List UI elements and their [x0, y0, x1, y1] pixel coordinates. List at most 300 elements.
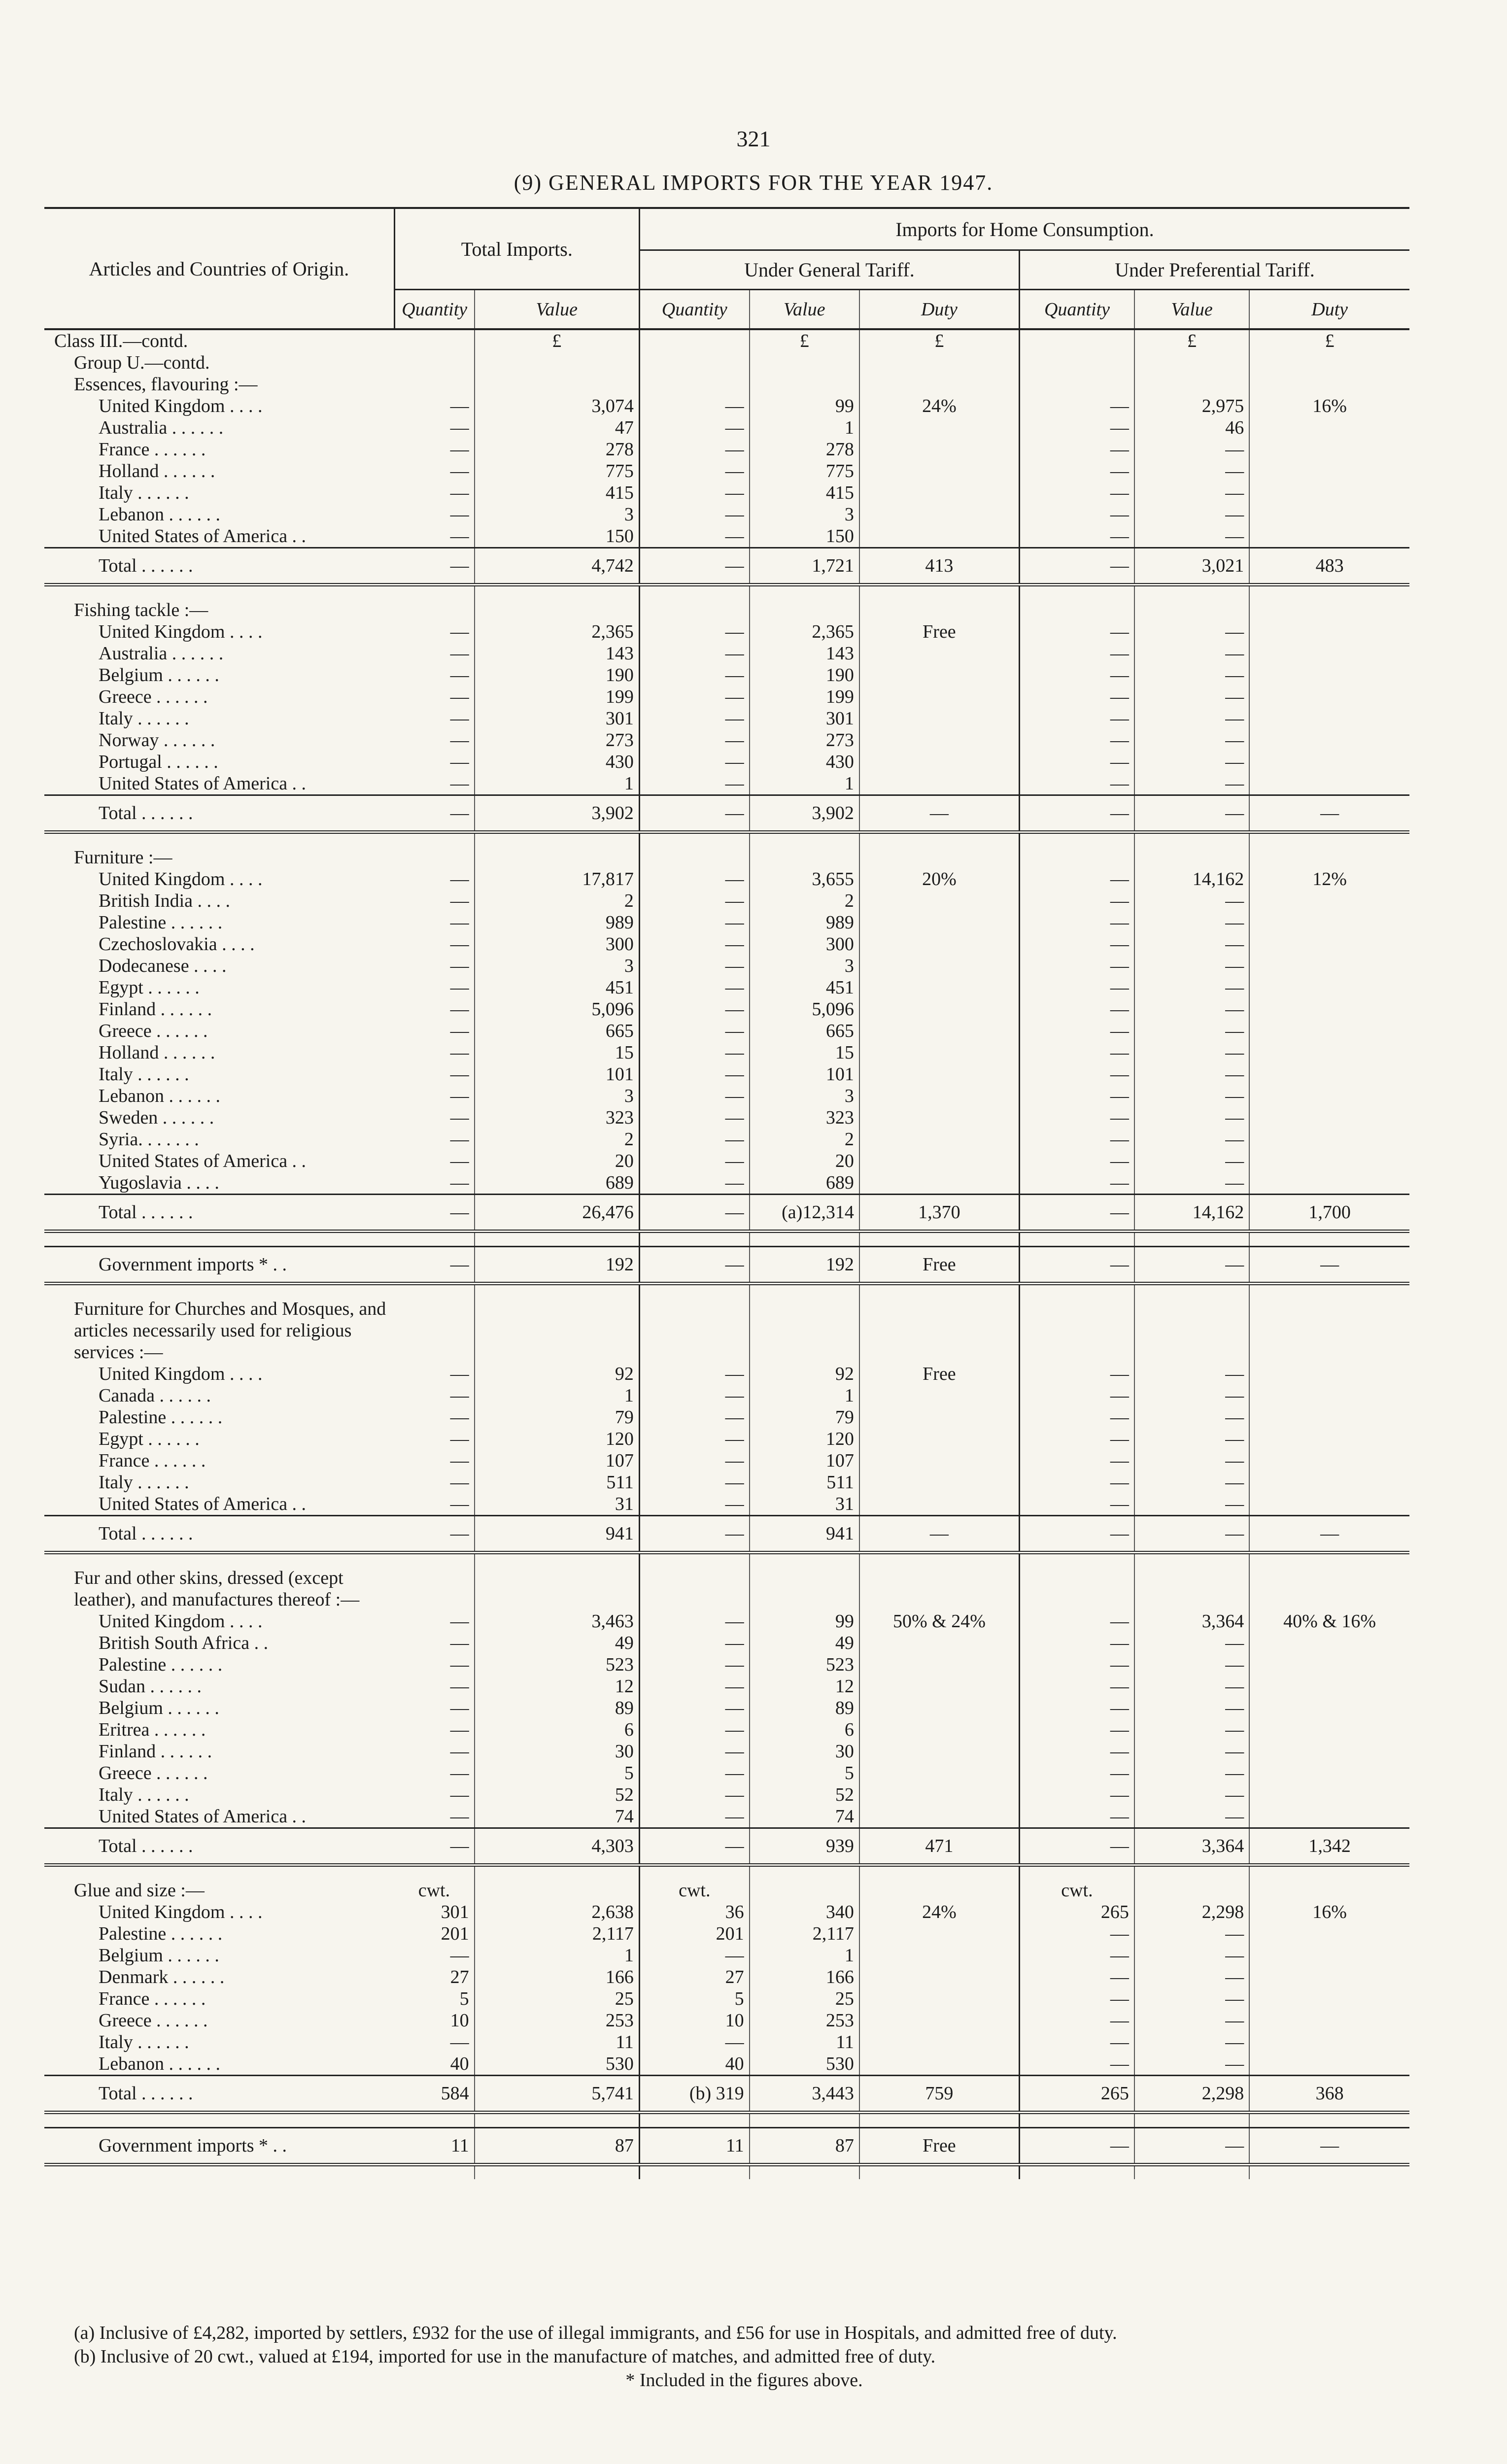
general-value: 143 — [750, 643, 859, 664]
total-quantity: — — [394, 1042, 474, 1063]
total-quantity: — — [394, 1085, 474, 1107]
general-quantity: — — [639, 1828, 749, 1865]
row-label: Greece . . . . . . — [99, 1021, 208, 1041]
row-label: Government imports * . . — [44, 1247, 394, 1284]
total-value: 199 — [475, 686, 640, 708]
general-quantity: — — [639, 773, 749, 795]
pref-value: 3,021 — [1134, 548, 1249, 585]
row-label: Total . . . . . . — [44, 795, 394, 832]
total-quantity: — — [394, 1610, 474, 1632]
pref-quantity: — — [1020, 1150, 1134, 1172]
general-duty — [859, 2031, 1020, 2053]
general-value: 11 — [750, 2031, 859, 2053]
total-value: 1 — [475, 773, 640, 795]
total-quantity: — — [394, 504, 474, 525]
pref-quantity: — — [1020, 1406, 1134, 1428]
table-row — [44, 643, 1409, 664]
pref-duty: 40% & 16% — [1283, 1611, 1376, 1632]
general-duty — [859, 1063, 1020, 1085]
pref-duty — [1249, 890, 1409, 912]
general-quantity: — — [639, 890, 749, 912]
general-value: 5,096 — [750, 998, 859, 1020]
pref-quantity: — — [1020, 1107, 1134, 1129]
row-label: Government imports * . . — [44, 2128, 394, 2165]
general-quantity: — — [639, 1042, 749, 1063]
spacer-cell — [394, 2113, 474, 2128]
spacer-cell — [1020, 1284, 1134, 1299]
header-preferential-tariff: Under Preferential Tariff. — [1020, 250, 1409, 290]
row-label: Furniture for Churches and Mosques, and articles necessarily used for religious services :— — [74, 1299, 386, 1363]
total-row — [44, 1828, 1409, 1865]
general-duty — [859, 352, 1020, 374]
row-label: Palestine . . . . . . — [99, 912, 223, 933]
total-quantity: — — [394, 1172, 474, 1195]
total-value — [475, 374, 640, 395]
pref-duty — [1249, 1150, 1409, 1172]
total-quantity: — — [394, 977, 474, 998]
general-duty: — — [859, 1516, 1020, 1553]
general-duty — [859, 1741, 1020, 1762]
spacer-cell — [44, 1284, 394, 1299]
spacer-cell — [750, 2113, 859, 2128]
pref-duty — [1249, 1945, 1409, 1966]
spacer-row — [44, 1284, 1409, 1299]
pref-duty: 483 — [1249, 548, 1409, 585]
spacer-cell — [1249, 1553, 1409, 1568]
table-row — [44, 729, 1409, 751]
pref-value: — — [1134, 1719, 1249, 1741]
total-quantity: — — [394, 729, 474, 751]
total-value: 192 — [475, 1247, 640, 1284]
general-value: 340 — [750, 1901, 859, 1923]
pref-duty — [1249, 977, 1409, 998]
total-value — [475, 1880, 640, 1901]
general-duty — [859, 417, 1020, 439]
pref-value: — — [1134, 621, 1249, 643]
general-quantity — [639, 1567, 749, 1610]
row-label: United Kingdom . . . . — [99, 869, 263, 890]
general-quantity: — — [639, 1063, 749, 1085]
table-row — [44, 1063, 1409, 1085]
row-label: Sweden . . . . . . — [99, 1107, 214, 1128]
pref-duty — [1249, 1762, 1409, 1784]
row-label: Italy . . . . . . — [99, 1784, 189, 1805]
table-body — [44, 329, 1409, 2179]
row-label: Egypt . . . . . . — [99, 1429, 200, 1449]
pref-value: — — [1134, 1516, 1249, 1553]
header-quantity: Quantity — [394, 290, 474, 330]
table-row — [44, 1428, 1409, 1450]
total-value — [475, 352, 640, 374]
pref-value: 2,975 — [1134, 395, 1249, 417]
general-value: 99 — [750, 395, 859, 417]
general-duty — [859, 525, 1020, 548]
general-duty — [859, 933, 1020, 955]
total-quantity: — — [394, 1472, 474, 1493]
general-duty: — — [859, 795, 1020, 832]
general-quantity — [639, 599, 749, 621]
general-duty — [859, 482, 1020, 504]
general-value: 300 — [750, 933, 859, 955]
pref-duty — [1249, 955, 1409, 977]
row-label: Portugal . . . . . . — [99, 752, 218, 772]
pref-duty — [1249, 1567, 1409, 1610]
row-label: Dodecanese . . . . — [99, 956, 227, 976]
pref-quantity: — — [1020, 1697, 1134, 1719]
pref-value: — — [1134, 1363, 1249, 1385]
general-quantity — [639, 847, 749, 868]
total-row — [44, 1247, 1409, 1284]
general-quantity: — — [639, 1945, 749, 1966]
table-row — [44, 1385, 1409, 1406]
total-quantity: — — [394, 1516, 474, 1553]
total-value: 26,476 — [475, 1195, 640, 1232]
pref-quantity: — — [1020, 2128, 1134, 2165]
row-label: Finland . . . . . . — [99, 999, 212, 1020]
spacer-cell — [44, 1232, 394, 1247]
pref-value: — — [1134, 1741, 1249, 1762]
total-value: 300 — [475, 933, 640, 955]
pref-value: — — [1134, 1923, 1249, 1945]
total-quantity: — — [394, 1129, 474, 1150]
pref-value: — — [1134, 1063, 1249, 1085]
row-label: United Kingdom . . . . — [99, 1364, 263, 1384]
pref-value: — — [1134, 2128, 1249, 2165]
general-value: £ — [750, 329, 859, 352]
general-duty: Free — [859, 621, 1020, 643]
pref-quantity — [1020, 599, 1134, 621]
pref-quantity: — — [1020, 1020, 1134, 1042]
general-value: 120 — [750, 1428, 859, 1450]
page-number: 321 — [736, 126, 771, 151]
total-value: 530 — [475, 2053, 640, 2076]
imports-table — [44, 207, 1409, 2179]
total-quantity: — — [394, 439, 474, 460]
total-value: 451 — [475, 977, 640, 998]
table-row — [44, 1085, 1409, 1107]
total-quantity: — — [394, 2031, 474, 2053]
total-value: 775 — [475, 460, 640, 482]
pref-duty — [1249, 2010, 1409, 2031]
row-label: Australia . . . . . . — [99, 643, 224, 664]
total-quantity — [394, 374, 474, 395]
general-quantity: cwt. — [639, 1880, 749, 1901]
page-title: (9) GENERAL IMPORTS FOR THE YEAR 1947. — [514, 171, 993, 195]
general-value: 2 — [750, 890, 859, 912]
row-label: United Kingdom . . . . — [99, 1611, 263, 1632]
general-duty — [859, 1085, 1020, 1107]
pref-duty: 1,342 — [1249, 1828, 1409, 1865]
total-quantity: — — [394, 548, 474, 585]
general-value: 253 — [750, 2010, 859, 2031]
row-label: Yugoslavia . . . . — [99, 1172, 219, 1193]
pref-value: — — [1134, 1042, 1249, 1063]
row-label: Denmark . . . . . . — [99, 1967, 225, 1987]
spacer-cell — [394, 832, 474, 847]
spacer-cell — [1134, 1284, 1249, 1299]
spacer-cell — [1134, 2165, 1249, 2180]
pref-duty — [1249, 643, 1409, 664]
total-quantity: 201 — [394, 1923, 474, 1945]
total-quantity: — — [394, 525, 474, 548]
row-label: Canada . . . . . . — [99, 1385, 211, 1406]
spacer-cell — [1134, 1232, 1249, 1247]
pref-quantity: — — [1020, 664, 1134, 686]
spacer-cell — [750, 585, 859, 600]
row-label: Fur and other skins, dressed (except leather), and manufactures thereof :— — [74, 1568, 360, 1610]
general-quantity: — — [639, 1129, 749, 1150]
pref-value: — — [1134, 1085, 1249, 1107]
pref-quantity — [1020, 1298, 1134, 1363]
spacer-cell — [1249, 2113, 1409, 2128]
header-duty: Duty — [859, 290, 1020, 330]
total-value: 523 — [475, 1654, 640, 1676]
pref-duty — [1249, 1428, 1409, 1450]
general-quantity: — — [639, 621, 749, 643]
general-quantity: — — [639, 1150, 749, 1172]
pref-value: — — [1134, 977, 1249, 998]
spacer-cell — [475, 1232, 640, 1247]
pref-value: — — [1134, 890, 1249, 912]
spacer-cell — [859, 2113, 1020, 2128]
pref-quantity: — — [1020, 1610, 1134, 1632]
general-value: 530 — [750, 2053, 859, 2076]
row-label: United States of America . . — [99, 526, 307, 547]
total-value: 107 — [475, 1450, 640, 1472]
total-value: 47 — [475, 417, 640, 439]
spacer-cell — [859, 1232, 1020, 1247]
pref-quantity: — — [1020, 2053, 1134, 2076]
pref-quantity: cwt. — [1020, 1880, 1134, 1901]
pref-value: — — [1134, 482, 1249, 504]
general-quantity — [639, 329, 749, 352]
pref-quantity: — — [1020, 1195, 1134, 1232]
pref-duty — [1249, 352, 1409, 374]
general-value: 1,721 — [750, 548, 859, 585]
general-quantity: — — [639, 417, 749, 439]
spacer-cell — [1020, 2113, 1134, 2128]
general-value: 523 — [750, 1654, 859, 1676]
pref-quantity: — — [1020, 686, 1134, 708]
total-value: 150 — [475, 525, 640, 548]
spacer-row — [44, 832, 1409, 847]
pref-quantity: — — [1020, 621, 1134, 643]
table-row — [44, 977, 1409, 998]
total-quantity: — — [394, 1741, 474, 1762]
general-value: 301 — [750, 708, 859, 729]
spacer-cell — [1134, 585, 1249, 600]
spacer-cell — [639, 2113, 749, 2128]
header-home-consumption: Imports for Home Consumption. — [639, 208, 1409, 250]
general-value: 89 — [750, 1697, 859, 1719]
pref-duty — [1249, 1923, 1409, 1945]
total-quantity: 10 — [394, 2010, 474, 2031]
general-value: 79 — [750, 1406, 859, 1428]
pref-duty — [1249, 1741, 1409, 1762]
pref-quantity: — — [1020, 2010, 1134, 2031]
pref-duty — [1249, 912, 1409, 933]
total-quantity: — — [394, 1107, 474, 1129]
total-quantity: 584 — [394, 2076, 474, 2113]
pref-quantity: — — [1020, 1762, 1134, 1784]
spacer-cell — [1020, 1232, 1134, 1247]
pref-quantity: — — [1020, 1741, 1134, 1762]
general-quantity: — — [639, 998, 749, 1020]
pref-duty — [1249, 1298, 1409, 1363]
general-quantity: 11 — [639, 2128, 749, 2165]
footnotes — [74, 2321, 1414, 2392]
pref-duty — [1249, 1784, 1409, 1806]
pref-duty — [1249, 1085, 1409, 1107]
total-quantity — [394, 1567, 474, 1610]
spacer-cell — [1134, 2113, 1249, 2128]
spacer-cell — [394, 1553, 474, 1568]
pref-duty — [1249, 1472, 1409, 1493]
table-row — [44, 1107, 1409, 1129]
row-label: Glue and size :— — [74, 1880, 205, 1901]
spacer-cell — [44, 585, 394, 600]
pref-value: — — [1134, 2031, 1249, 2053]
total-quantity: 5 — [394, 1988, 474, 2010]
general-duty — [859, 1988, 1020, 2010]
general-value: 775 — [750, 460, 859, 482]
total-value: 430 — [475, 751, 640, 773]
pref-value: — — [1134, 1493, 1249, 1516]
spacer-cell — [750, 832, 859, 847]
total-value: 17,817 — [475, 868, 640, 890]
pref-quantity — [1020, 1567, 1134, 1610]
header-general-tariff: Under General Tariff. — [639, 250, 1019, 290]
pref-quantity: — — [1020, 1129, 1134, 1150]
table-row — [44, 1632, 1409, 1654]
spacer-cell — [639, 585, 749, 600]
spacer-cell — [750, 1865, 859, 1880]
general-quantity: — — [639, 1385, 749, 1406]
total-quantity: — — [394, 933, 474, 955]
row-label: France . . . . . . — [99, 439, 206, 460]
general-quantity: — — [639, 1020, 749, 1042]
spacer-cell — [859, 1553, 1020, 1568]
spacer-cell — [1134, 1553, 1249, 1568]
pref-value: — — [1134, 1150, 1249, 1172]
row-label: Lebanon . . . . . . — [99, 2053, 220, 2074]
pref-duty — [1249, 1806, 1409, 1828]
general-duty — [859, 1150, 1020, 1172]
total-quantity: — — [394, 1450, 474, 1472]
pref-value: 46 — [1134, 417, 1249, 439]
row-label: Total . . . . . . — [44, 2076, 394, 2113]
general-value: 430 — [750, 751, 859, 773]
total-value: 2 — [475, 1129, 640, 1150]
total-value: 6 — [475, 1719, 640, 1741]
general-quantity: — — [639, 1516, 749, 1553]
total-quantity: — — [394, 998, 474, 1020]
general-duty — [859, 504, 1020, 525]
general-value: 166 — [750, 1966, 859, 1988]
pref-duty — [1249, 504, 1409, 525]
pref-value: — — [1134, 504, 1249, 525]
footnote-a: (a) Inclusive of £4,282, imported by settlers, £932 for the use of illegal immigrants, and £56 for use in Hospitals, and admitted free of duty. — [74, 2323, 1117, 2343]
table-row — [44, 2010, 1409, 2031]
spacer-cell — [750, 2165, 859, 2180]
total-value: 166 — [475, 1966, 640, 1988]
general-quantity: — — [639, 955, 749, 977]
total-value: 3 — [475, 504, 640, 525]
general-duty — [859, 1806, 1020, 1828]
table-row — [44, 1450, 1409, 1472]
pref-duty — [1249, 933, 1409, 955]
total-quantity: — — [394, 460, 474, 482]
general-quantity: — — [639, 1632, 749, 1654]
total-value: 92 — [475, 1363, 640, 1385]
total-value: 278 — [475, 439, 640, 460]
pref-value: — — [1134, 1966, 1249, 1988]
spacer-row — [44, 1232, 1409, 1247]
pref-quantity: — — [1020, 795, 1134, 832]
total-value: 941 — [475, 1516, 640, 1553]
table-row — [44, 1493, 1409, 1516]
general-duty — [859, 998, 1020, 1020]
total-quantity — [394, 847, 474, 868]
general-value: 3,902 — [750, 795, 859, 832]
general-duty — [859, 955, 1020, 977]
group-heading-row — [44, 847, 1409, 868]
row-label: British India . . . . — [99, 890, 231, 911]
general-quantity: — — [639, 708, 749, 729]
pref-quantity: — — [1020, 1450, 1134, 1472]
row-label: Essences, flavouring :— — [74, 374, 258, 395]
row-label: Lebanon . . . . . . — [99, 1086, 220, 1106]
pref-duty — [1249, 686, 1409, 708]
pref-duty: — — [1249, 795, 1409, 832]
row-label: Syria. . . . . . . — [99, 1129, 199, 1150]
row-label: Eritrea . . . . . . — [99, 1719, 206, 1740]
pref-duty: 16% — [1312, 1902, 1347, 1922]
pref-quantity: — — [1020, 933, 1134, 955]
general-quantity: 5 — [639, 1988, 749, 2010]
general-duty — [859, 1654, 1020, 1676]
pref-quantity: — — [1020, 643, 1134, 664]
total-quantity: 40 — [394, 2053, 474, 2076]
total-value: 3,074 — [475, 395, 640, 417]
general-quantity: — — [639, 933, 749, 955]
general-duty — [859, 1966, 1020, 1988]
header-value: Value — [750, 290, 859, 330]
pref-duty — [1249, 773, 1409, 795]
general-duty: 413 — [859, 548, 1020, 585]
total-quantity — [394, 599, 474, 621]
total-value: 25 — [475, 1988, 640, 2010]
total-quantity: — — [394, 1676, 474, 1697]
total-value: 5,096 — [475, 998, 640, 1020]
general-value: (a)12,314 — [750, 1195, 859, 1232]
pref-quantity: — — [1020, 417, 1134, 439]
table-row — [44, 417, 1409, 439]
pref-duty — [1249, 1063, 1409, 1085]
general-duty — [859, 1107, 1020, 1129]
pref-quantity: — — [1020, 504, 1134, 525]
spacer-cell — [475, 832, 640, 847]
general-duty — [859, 1493, 1020, 1516]
table-row — [44, 751, 1409, 773]
pref-duty — [1249, 482, 1409, 504]
general-duty: 759 — [859, 2076, 1020, 2113]
general-duty — [859, 1472, 1020, 1493]
general-duty — [859, 1784, 1020, 1806]
general-quantity: — — [639, 1741, 749, 1762]
total-value: 15 — [475, 1042, 640, 1063]
general-quantity — [639, 374, 749, 395]
